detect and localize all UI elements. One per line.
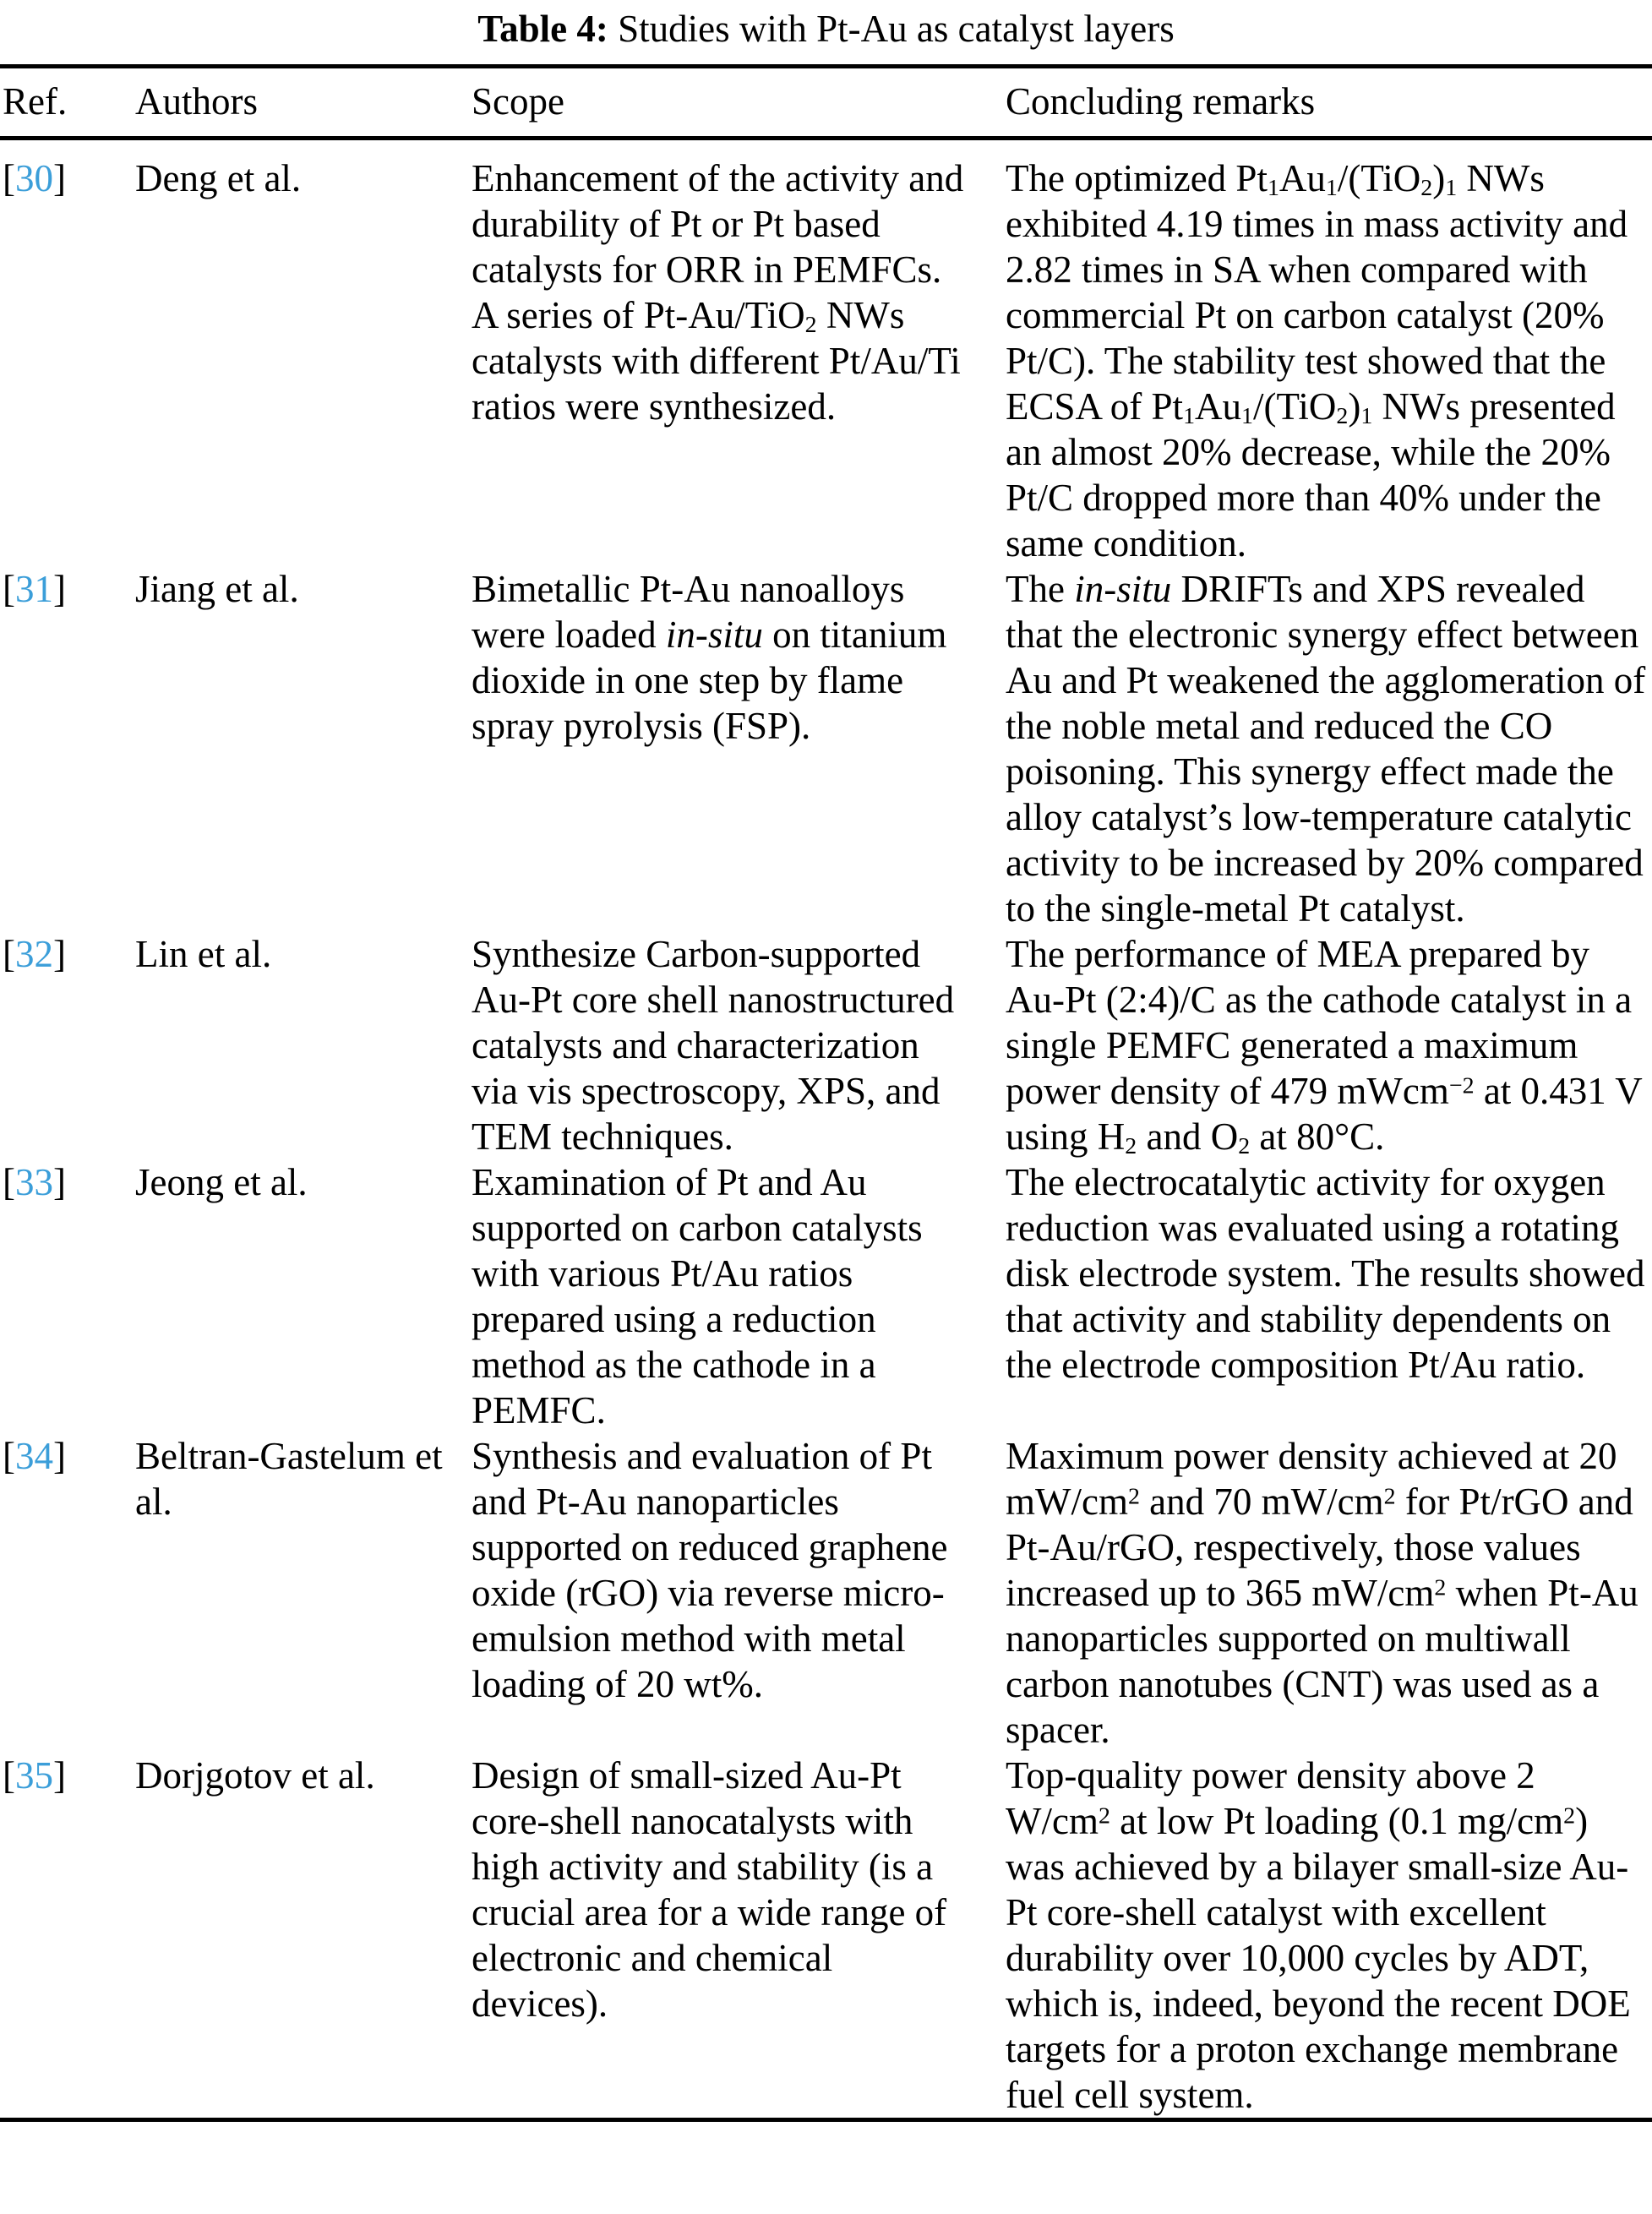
ref-cell bbox=[0, 931, 135, 1159]
citation-link-32[interactable]: 32 bbox=[15, 933, 53, 975]
remarks-cell: The optimized $Pt_1Au_1/(TiO_2)_1$ NWs exhibited 4.19 times in mass activity and 2.82 times in SA when compared with commercial Pt on carbon catalyst (20% Pt/C). The stability test showed that the ECSA of $Pt_1Au_1/(TiO_2)_1$ NWs presented an almost 20% decrease, while the 20% Pt/C dropped more than 40% under the same condition. bbox=[1006, 157, 1628, 564]
citation-bracket-open: [ bbox=[3, 1435, 15, 1477]
scope-cell: Enhancement of the activity and durability of Pt or Pt based catalysts for ORR in PEMFCs. A series of Pt-Au/TiO$_2$ NWs catalysts with different Pt/Au/Ti ratios were synthesized. bbox=[472, 157, 964, 428]
table-caption-label: Table 4: bbox=[477, 8, 608, 50]
authors-cell: Deng et al. bbox=[135, 157, 302, 199]
authors-cell: Jiang et al. bbox=[135, 568, 299, 610]
authors-cell: Beltran-Gastelum et al. bbox=[135, 1435, 443, 1523]
ref-cell bbox=[0, 139, 135, 567]
citation-bracket-open: [ bbox=[3, 1754, 15, 1797]
scope-cell: Design of small-sized Au-Pt core-shell nanocatalysts with high activity and stability (is a crucial area for a wide range of electronic and chemical devices). bbox=[472, 1754, 947, 2025]
column-header-scope: Scope bbox=[472, 67, 1006, 139]
table-header bbox=[0, 67, 1652, 139]
remarks-cell: The performance of MEA prepared by Au-Pt (2:4)/C as the cathode catalyst in a single PEMFC generated a maximum power density of 479 mWcm$^{-2}$ at 0.431 V using $H_2$ and $O_2$ at 80°C. bbox=[1006, 933, 1642, 1160]
citation-link-35[interactable]: 35 bbox=[15, 1754, 53, 1797]
citation-bracket-close: ] bbox=[53, 157, 66, 199]
column-header-remarks: Concluding remarks bbox=[1006, 67, 1652, 139]
citation-link-34[interactable]: 34 bbox=[15, 1435, 53, 1477]
citation-bracket-open: [ bbox=[3, 933, 15, 975]
citation-bracket-open: [ bbox=[3, 568, 15, 610]
citation-bracket-close: ] bbox=[53, 933, 66, 975]
ref-cell bbox=[0, 566, 135, 931]
ref-cell bbox=[0, 1159, 135, 1433]
citation-link-31[interactable]: 31 bbox=[15, 568, 53, 610]
table-row bbox=[0, 931, 1652, 1159]
citation-bracket-close: ] bbox=[53, 1754, 66, 1797]
citation-bracket-close: ] bbox=[53, 1161, 66, 1203]
remarks-cell: Maximum power density achieved at 20 $mW/cm^2$ and 70 $mW/cm^2$ for Pt/rGO and Pt-Au/rGO, respectively, those values increased up to 365 $mW/cm^2$ when Pt-Au nanoparticles supported on multiwall carbon nanotubes (CNT) was used as a spacer. bbox=[1006, 1435, 1638, 1751]
scope-cell: Synthesis and evaluation of Pt and Pt-Au nanoparticles supported on reduced graphene oxide (rGO) via reverse micro-emulsion method with metal loading of 20 wt%. bbox=[472, 1435, 948, 1705]
table-body bbox=[0, 139, 1652, 2120]
table-row bbox=[0, 1433, 1652, 1753]
citation-bracket-close: ] bbox=[53, 1435, 66, 1477]
authors-cell: Jeong et al. bbox=[135, 1161, 308, 1203]
remarks-cell: The electrocatalytic activity for oxygen reduction was evaluated using a rotating disk electrode system. The results showed that activity and stability dependents on the electrode composition Pt/Au ratio. bbox=[1006, 1161, 1645, 1386]
column-header-authors: Authors bbox=[135, 67, 472, 139]
ref-cell bbox=[0, 1433, 135, 1753]
scope-cell: Examination of Pt and Au supported on carbon catalysts with various Pt/Au ratios prepared using a reduction method as the cathode in a PEMFC. bbox=[472, 1161, 923, 1431]
remarks-cell: Top-quality power density above 2 $W/cm^2$ at low Pt loading (0.1 $mg/cm^2$) was achieved by a bilayer small-size Au-Pt core-shell catalyst with excellent durability over 10,000 cycles by ADT, which is, indeed, beyond the recent DOE targets for a proton exchange membrane fuel cell system. bbox=[1006, 1754, 1631, 2116]
table-caption bbox=[0, 0, 1652, 54]
column-header-ref: Ref. bbox=[0, 67, 135, 139]
table-row bbox=[0, 566, 1652, 931]
authors-cell: Dorjgotov et al. bbox=[135, 1754, 375, 1797]
citation-link-30[interactable]: 30 bbox=[15, 157, 53, 199]
table-header-row bbox=[0, 67, 1652, 139]
table-row bbox=[0, 1159, 1652, 1433]
table-caption-text: Studies with Pt-Au as catalyst layers bbox=[618, 8, 1175, 50]
ref-cell bbox=[0, 1753, 135, 2120]
citation-bracket-close: ] bbox=[53, 568, 66, 610]
scope-cell: Synthesize Carbon-supported Au-Pt core shell nanostructured catalysts and characterization via vis spectroscopy, XPS, and TEM techniques. bbox=[472, 933, 955, 1158]
scope-cell: Bimetallic Pt-Au nanoalloys were loaded in-situ on titanium dioxide in one step by flame spray pyrolysis (FSP). bbox=[472, 568, 947, 747]
table-row bbox=[0, 1753, 1652, 2120]
citation-bracket-open: [ bbox=[3, 157, 15, 199]
citation-bracket-open: [ bbox=[3, 1161, 15, 1203]
authors-cell: Lin et al. bbox=[135, 933, 272, 975]
table-row bbox=[0, 139, 1652, 567]
citation-link-33[interactable]: 33 bbox=[15, 1161, 53, 1203]
remarks-cell: The in-situ DRIFTs and XPS revealed that the electronic synergy effect between Au and Pt weakened the agglomeration of the noble metal and reduced the CO poisoning. This synergy effect made the alloy catalyst’s low-temperature catalytic activity to be increased by 20% compared to the single-metal Pt catalyst. bbox=[1006, 568, 1646, 930]
studies-table bbox=[0, 64, 1652, 2122]
